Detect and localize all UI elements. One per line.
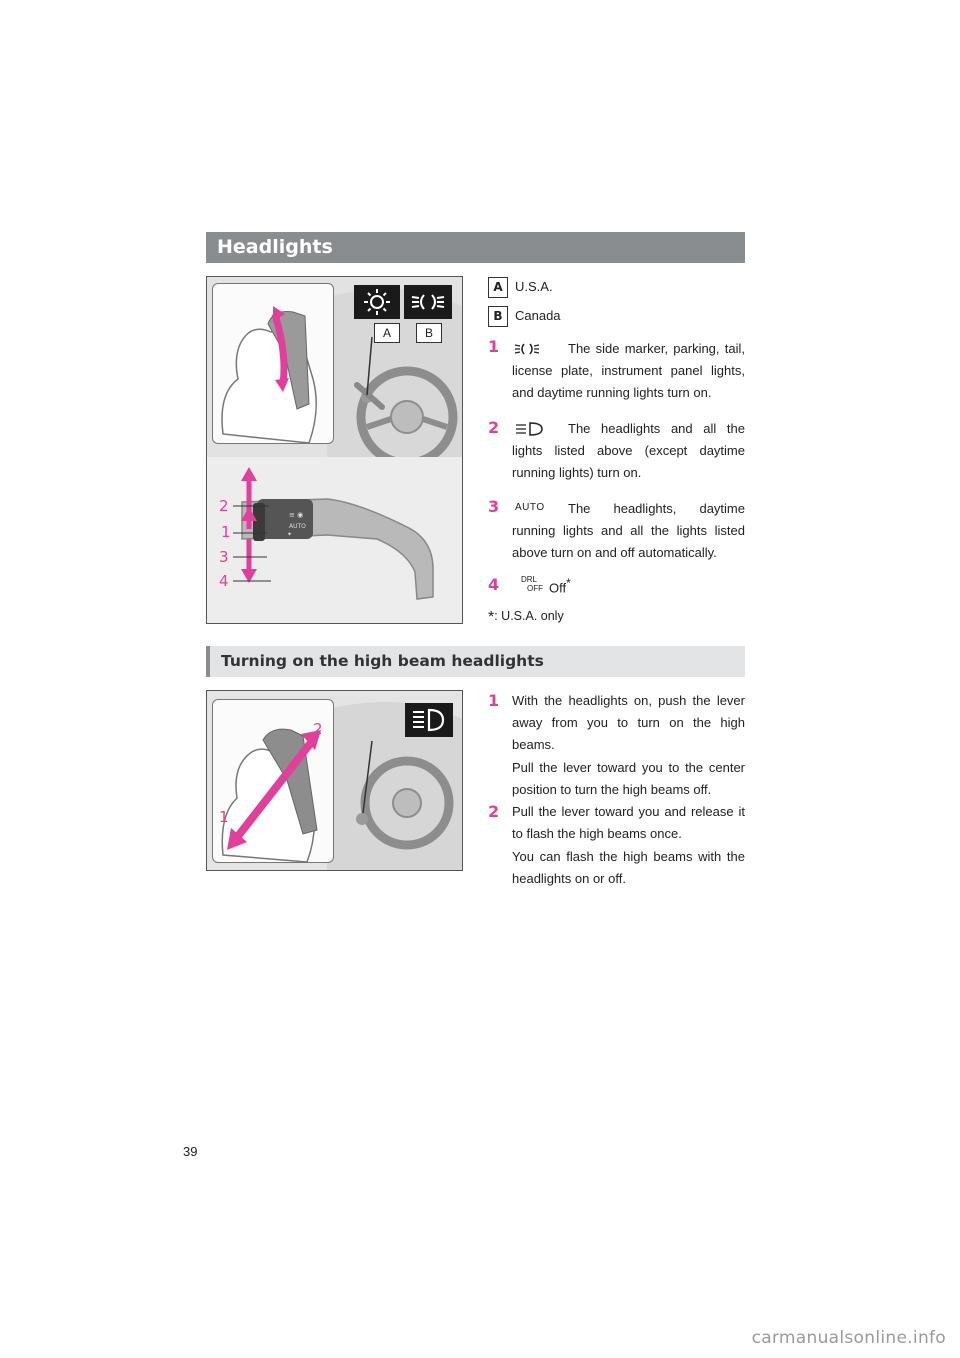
- step-text-3: The headlights, daytime running lights and all the lights listed above turn on and off automatically.: [512, 501, 745, 560]
- auto-icon: AUTO: [515, 502, 545, 513]
- position-label-1: 1: [221, 523, 231, 541]
- arrow-label-2: 2: [313, 720, 323, 738]
- legend-badge-a: A: [488, 277, 508, 298]
- hand-icon: [213, 700, 333, 862]
- high-beam-step-text-2: Pull the lever toward you and release it to flash the high beams once.: [512, 804, 745, 841]
- canada-light-symbol-box: [404, 285, 452, 319]
- drl-off-icon: [521, 575, 543, 593]
- high-beam-symbol-box: [405, 703, 453, 737]
- high-beam-step-text-1: With the headlights on, push the lever away from you to turn on the high beams.: [512, 693, 745, 752]
- legend-text-usa: U.S.A.: [515, 279, 553, 294]
- hand-icon: [213, 284, 333, 443]
- svg-text:✦: ✦: [287, 531, 293, 538]
- step-number-1: 1: [488, 337, 500, 356]
- step-number-2: 2: [488, 418, 500, 437]
- step-number-3: 3: [488, 497, 500, 516]
- high-beam-step-note-1: Pull the lever toward you to the center position to turn the high beams off.: [512, 760, 745, 797]
- footnote-mark: *: [488, 609, 495, 626]
- hand-pushing-lever-inset: [212, 699, 334, 863]
- section-header-headlights: [206, 232, 745, 263]
- watermark: carmanualsonline.info: [751, 1328, 946, 1348]
- step-text-4-label: Off: [549, 580, 567, 596]
- arrow-label-1: 1: [219, 808, 229, 826]
- high-beam-step-number-2: 2: [488, 802, 500, 821]
- svg-text:≡ ◉: ≡ ◉: [289, 511, 304, 519]
- high-beam-step-number-1: 1: [488, 691, 500, 710]
- step-number-4: 4: [488, 575, 500, 594]
- inset-label-a: A: [374, 323, 400, 343]
- hand-rotating-switch-inset: [212, 283, 334, 444]
- section-title: Turning on the high beam headlights: [221, 652, 544, 670]
- footnote: [488, 609, 564, 627]
- switch-mark-auto: AUTO: [289, 523, 306, 530]
- asterisk-mark: *: [566, 576, 571, 590]
- step-text-4: [549, 576, 571, 595]
- step-text-1: The side marker, parking, tail, license plate, instrument panel lights, and daytime running lights turn on.: [512, 341, 745, 400]
- position-label-4: 4: [219, 572, 229, 590]
- drl-off-icon-bottom: OFF: [527, 584, 543, 593]
- usa-light-symbol-box: [354, 285, 400, 319]
- parking-lights-icon: [404, 285, 452, 319]
- legend-badge-b: B: [488, 306, 508, 327]
- step-text-2: The headlights and all the lights listed above (except daytime running lights) turn on.: [512, 421, 745, 480]
- page-number: 39: [183, 1144, 198, 1159]
- sun-light-icon: [354, 285, 400, 319]
- drl-off-icon-top: DRL: [521, 575, 538, 584]
- high-beam-icon: [405, 703, 453, 737]
- high-beam-step-note-2: You can flash the high beams with the headlights on or off.: [512, 849, 745, 886]
- inset-label-b: B: [416, 323, 442, 343]
- high-beam-lever-figure: [206, 690, 463, 871]
- legend-text-canada: Canada: [515, 308, 561, 323]
- position-label-2: 2: [219, 497, 229, 515]
- headlight-switch-figure: [206, 276, 463, 624]
- footnote-text: : U.S.A. only: [494, 609, 564, 623]
- region-callout: [352, 283, 454, 345]
- position-label-3: 3: [219, 548, 229, 566]
- section-title: Headlights: [217, 236, 333, 258]
- section-header-high-beam: [206, 646, 745, 677]
